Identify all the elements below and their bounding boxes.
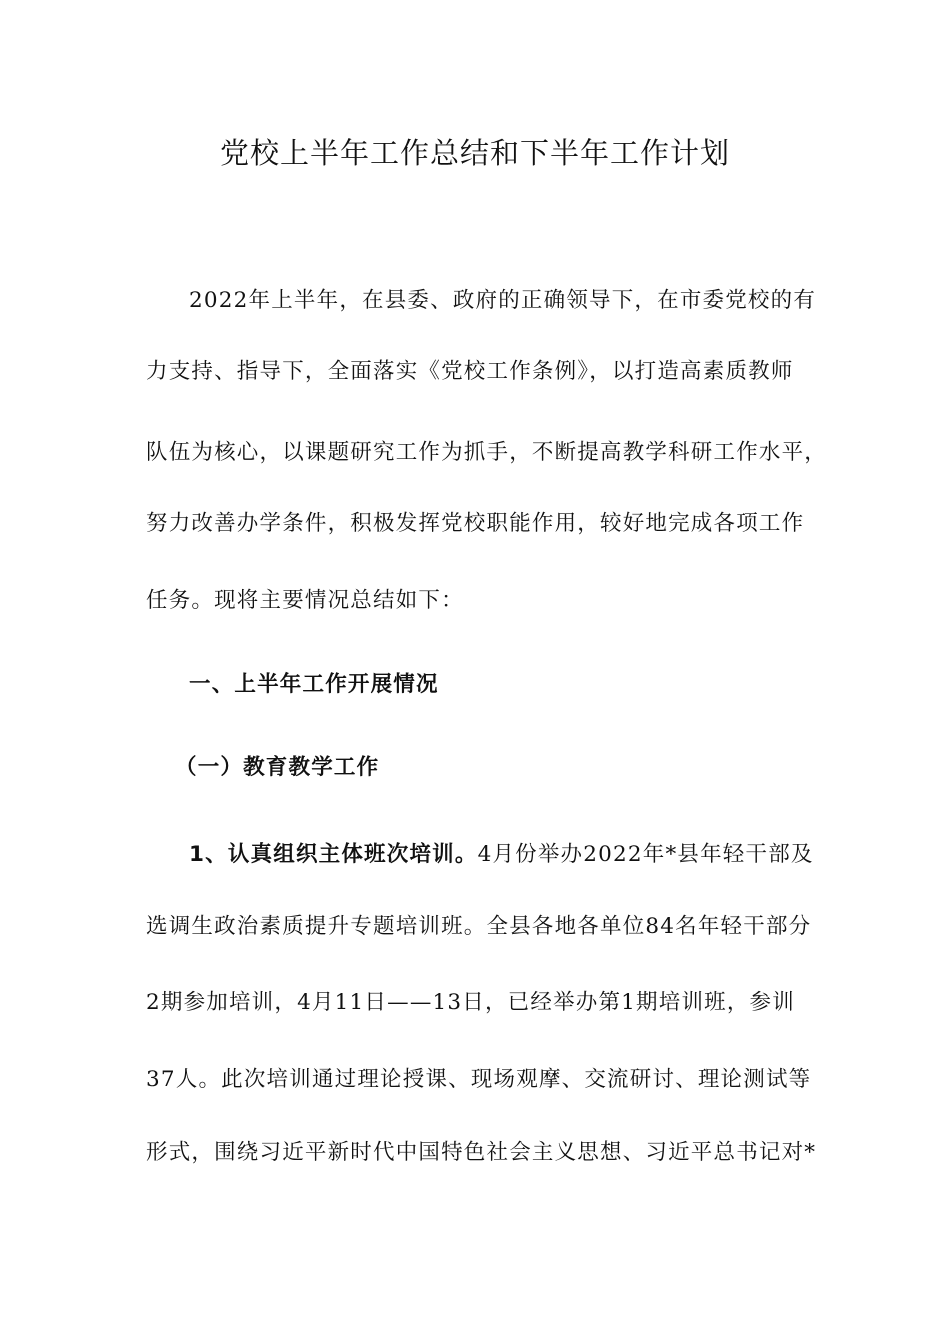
intro-line-3: 队伍为核心，以课题研究工作为抓手，不断提高教学科研工作水平，	[146, 440, 828, 465]
item1-line-3: 2期参加培训，4月11日——13日，已经举办第1期培训班，参训	[146, 990, 795, 1015]
intro-line-4: 努力改善办学条件，积极发挥党校职能作用，较好地完成各项工作	[146, 511, 805, 536]
intro-line-2: 力支持、指导下，全面落实《党校工作条例》，以打造高素质教师	[146, 359, 794, 384]
item1-line-2: 选调生政治素质提升专题培训班。全县各地各单位84名年轻干部分	[146, 914, 812, 939]
item1-lead-bold: 1、认真组织主体班次培训。	[189, 842, 478, 867]
item1-line-1	[189, 840, 849, 870]
intro-line-1: 2022年上半年，在县委、政府的正确领导下，在市委党校的有	[189, 288, 817, 313]
item1-line-4: 37人。此次培训通过理论授课、现场观摩、交流研讨、理论测试等	[146, 1067, 812, 1092]
section-heading: 一、上半年工作开展情况	[189, 672, 439, 697]
intro-line-5: 任务。现将主要情况总结如下：	[146, 588, 464, 613]
subsection-heading: （一）教育教学工作	[175, 755, 380, 780]
item1-line-5: 形式，围绕习近平新时代中国特色社会主义思想、习近平总书记对*	[146, 1140, 817, 1165]
item1-lead-rest: 4月份举办2022年*县年轻干部及	[477, 842, 814, 867]
document-title: 党校上半年工作总结和下半年工作计划	[219, 136, 730, 170]
